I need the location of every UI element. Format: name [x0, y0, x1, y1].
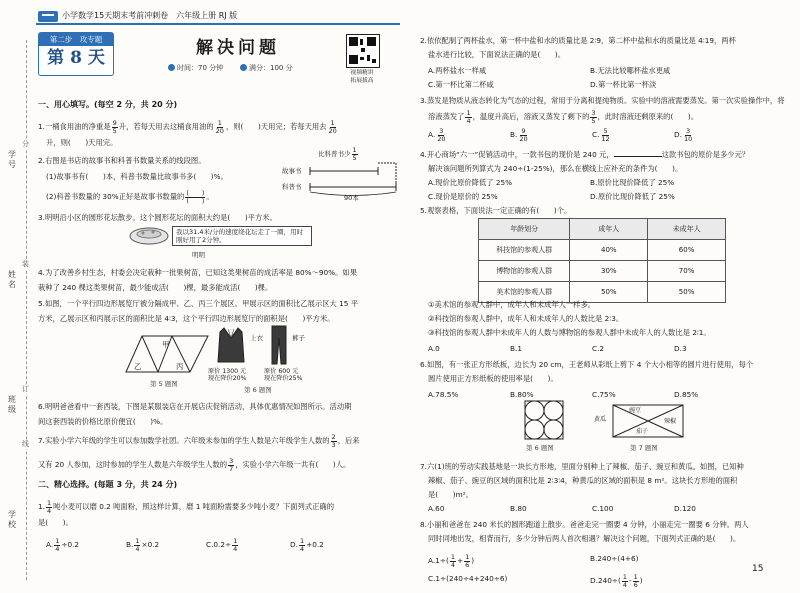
r-question-8: 8.小丽和爸爸在 240 米长的圆形跑道上散步。爸爸走完一圈要 4 分钟，小丽走完一圈要 6 分钟。两人 [420, 520, 749, 529]
binding-margin [0, 0, 36, 593]
numerator: 3 [591, 109, 596, 117]
numerator: 1 [217, 119, 222, 127]
name-label: 姓名 [8, 270, 16, 289]
denominator: 20 [437, 134, 446, 143]
step-label: 第二步 攻专题 [39, 33, 113, 46]
question-6-fill: 6.明明爸爸看中一套西装，下图是某服装店在开展店庆促销活动，具体优惠情况如图所示。活动期 [38, 402, 352, 411]
fraction [331, 434, 337, 448]
cut-mark: 订 [22, 385, 32, 394]
numerator: 3 [229, 457, 234, 465]
q-text: 。 [206, 192, 214, 201]
header-rule [36, 23, 400, 25]
numerator: 9 [521, 127, 526, 135]
pants-illustration [270, 324, 288, 366]
numerator: 1 [299, 537, 305, 545]
denominator: 4 [466, 116, 471, 125]
option-label[interactable]: B. [126, 540, 134, 549]
pants-discount: 现在降价25% [264, 375, 303, 383]
r-q8-option-b[interactable]: B.240÷(4+6) [590, 554, 639, 563]
time-meta [168, 64, 223, 73]
coat-label: 上衣 [250, 334, 263, 342]
day-badge [38, 32, 114, 76]
denominator: 5 [352, 153, 357, 162]
fraction [518, 128, 528, 142]
region-label-eggplant: 茄子 [636, 428, 649, 435]
fraction [215, 120, 225, 134]
choice-option-c[interactable] [206, 538, 239, 552]
option-label[interactable]: D. [290, 540, 298, 549]
r-q7-option-a[interactable]: A.60 [428, 504, 445, 513]
coat-illustration [216, 326, 246, 366]
q-text: 这款书包的原价是多少元？ [661, 150, 750, 159]
page-number: 15 [752, 564, 764, 574]
region-label-cucumber: 黄瓜 [594, 416, 607, 423]
r-question-4 [420, 150, 749, 159]
r-q7-option-b[interactable]: B.80 [510, 504, 527, 513]
numerator: 1 [450, 553, 455, 561]
table-header: 年龄划分 [479, 219, 570, 240]
option-label[interactable]: A.1÷ [428, 556, 446, 565]
figure-6-caption: 第 6 题图 [244, 386, 272, 394]
q-text: 1. [38, 502, 45, 511]
section-fill-in-title: 一、用心填写。(每空 2 分，共 20 分) [38, 100, 178, 109]
r-figure-7-caption: 第 7 题图 [630, 444, 658, 452]
r-q8-option-d[interactable]: D.240÷( $\frac{1}{4}$ - $\frac{1}{6}$ ) [590, 573, 643, 589]
q-text: 又有 20 人参加，这时参加的学生人数是六年级学生人数的 [38, 460, 228, 469]
fraction [590, 110, 596, 124]
fraction [622, 574, 628, 588]
choice-option-a[interactable] [46, 538, 79, 552]
series-logo [38, 11, 58, 22]
denominator: 7 [229, 464, 234, 473]
fraction [465, 110, 471, 124]
r-question-7-end: 是( )m²。 [428, 490, 473, 499]
q-text: ，则( )天用完；若每天用去 [225, 122, 327, 131]
series-title: 小学数学15天期末考前冲刺卷 六年级上册 RJ 版 [62, 11, 238, 20]
r-q3-option-c[interactable] [592, 128, 612, 142]
class-label: 班级 [8, 395, 16, 414]
option-label[interactable]: C.0.2÷ [206, 540, 232, 549]
denominator: 3 [331, 440, 336, 449]
diagram-label-story: 故事书 [282, 167, 302, 175]
r-q6-option-d[interactable]: D.85% [674, 390, 699, 399]
numerator: 1 [633, 573, 638, 581]
table-cell: 50% [570, 282, 648, 303]
numerator: 1 [622, 573, 627, 581]
choice-question-1 [38, 500, 334, 514]
r-q4-option-b[interactable]: B.原价比现价降低了 25% [590, 178, 675, 187]
denominator: 4 [55, 544, 60, 553]
table-cell: 30% [570, 261, 648, 282]
question-2-sub1: (1)故事书有( )本，科普书数量比故事书多( )%。 [46, 172, 228, 181]
numerator: 9 [112, 119, 117, 127]
denominator: 12 [601, 134, 610, 143]
fraction [46, 500, 52, 514]
score-text: 满分：100 分 [249, 64, 293, 72]
numerator: 1 [466, 109, 471, 117]
score-meta [240, 64, 293, 73]
region-label-yi: 乙 [134, 362, 142, 371]
coat-price [208, 368, 247, 383]
fraction [327, 120, 337, 134]
denominator: 20 [519, 134, 528, 143]
table-header-row [479, 219, 726, 240]
q-text: (2)科普书数量的 30%正好是故事书数量的 [46, 192, 185, 201]
cut-mark: 装 [22, 260, 32, 269]
r-q6-option-b[interactable]: B.80% [510, 390, 534, 399]
fraction [299, 538, 305, 552]
region-label-bing: 丙 [176, 362, 184, 371]
coat-original-price: 原价 1300 元 [208, 368, 247, 375]
choice-option-d[interactable] [290, 538, 324, 552]
day-label: 第 8 天 [47, 48, 105, 68]
cut-mark: 分 [22, 140, 32, 149]
r-figure-6-caption: 第 6 题图 [526, 444, 554, 452]
option-text[interactable]: ×0.2 [141, 540, 160, 549]
fraction [683, 128, 693, 142]
speech-bubble: 我以31.4米/分的速度绕花坛走了一圈，用时刚好用了2分钟。 [172, 226, 312, 246]
table-header: 成年人 [570, 219, 648, 240]
fraction [450, 554, 456, 568]
qr-caption-line: 拓展拔高 [350, 77, 374, 84]
r-q7-option-c[interactable]: C.100 [592, 504, 614, 513]
fraction [112, 120, 118, 134]
option-label[interactable]: B. [510, 130, 518, 139]
q2-line-diagram [282, 147, 400, 203]
option-text[interactable]: +0.2 [306, 540, 324, 549]
condition-blank[interactable] [614, 156, 662, 157]
q-text: 升，若每天用去这桶食用油的 [118, 122, 214, 131]
section-choice-title: 二、精心选择。(每题 3 分，共 24 分) [38, 480, 178, 489]
r-q8-option-a[interactable]: A.1÷( $\frac{1}{4}$ + $\frac{1}{6}$ ) [428, 553, 475, 569]
q-text: 吨小麦可以磨 0.2 吨面粉，照这样计算，磨 1 吨面粉需要多少吨小麦？下面列式正确的 [53, 502, 335, 511]
clock-icon [168, 64, 175, 71]
q-text: 4.开心商场“六一”促销活动中，一款书包的现价是 240 元， [420, 150, 614, 159]
denominator: 4 [450, 560, 455, 569]
cut-mark: 线 [22, 440, 32, 449]
diagram-text: 比科普书少 [318, 150, 351, 158]
r-q8-option-c[interactable]: C.1÷(240÷4+240÷6) [428, 574, 508, 583]
q-text: ，实验小学六年级一共有( )人。 [235, 460, 351, 469]
denominator: 4 [135, 544, 140, 553]
choice-option-b[interactable] [126, 538, 159, 552]
question-5-fill-2: 方米，乙展示区和丙展示区的面积比是 4∶3，这个平行四边形展览厅的面积是( )平方米。 [38, 314, 335, 323]
region-label-pea: 豌豆 [629, 407, 642, 414]
question-6-fill-2: 间这套西装的价格比原价便宜( )%。 [38, 417, 168, 426]
region-label-pepper: 辣椒 [664, 418, 677, 425]
question-7-fill-2 [38, 458, 350, 472]
denominator: 20 [328, 126, 337, 135]
pants-label: 裤子 [292, 334, 305, 342]
q-text: ，后来 [337, 436, 360, 445]
r-q5-statement-2: ②科技馆的参观人群中，成年人和未成年人的人数比是 2∶3。 [428, 314, 624, 323]
r-question-4-line2: 解决该问题所列算式为 240÷(1-25%)，那么在横线上应补充的条件为( )。 [428, 164, 683, 173]
table-cell: 40% [570, 240, 648, 261]
fraction [464, 554, 470, 568]
r-question-6: 6.如图，有一张正方形纸板，边长为 20 cm，王老师从彩纸上剪下 4 个大小相等的圆片进行使用，每个 [420, 360, 754, 369]
option-label[interactable]: C. [592, 130, 600, 139]
option-label[interactable]: D.240÷ [590, 576, 618, 585]
pants-original-price: 原价 600 元 [264, 368, 299, 375]
r-question-6-end: 圆片使用正方形纸板的使用率是( )。 [428, 374, 558, 383]
region-label-jia: 甲 [162, 340, 170, 349]
visitor-table [478, 218, 726, 303]
option-label[interactable]: A. [46, 540, 54, 549]
question-5-fill: 5.如图，一个平行四边形展览厅被分隔成甲、乙、丙三个展区。甲展示区的面积比乙展示区大 15 平 [38, 299, 359, 308]
table-cell: 50% [648, 282, 726, 303]
numerator-blank[interactable]: ( ) [186, 189, 205, 197]
cut-line [26, 40, 27, 580]
r-q5-option-b[interactable]: B.1 [510, 344, 522, 353]
option-label[interactable]: A. [428, 130, 436, 139]
question-4-fill: 4.为了改善乡村生态，村委会决定栽种一批果树苗，已知这类果树苗的成活率是 80%～90%。如果 [38, 268, 357, 277]
fraction [436, 128, 446, 142]
r-question-2-end: 盐水进行比较，下面说法正确的是( )。 [428, 50, 566, 59]
r-q4-option-c[interactable]: C.现价是原价的 25% [428, 192, 498, 201]
r-q2-option-b[interactable]: B.无法比较哪杯盐水更咸 [590, 66, 671, 75]
question-2-sub2 [46, 190, 214, 204]
r-question-3: 3.蒸发是物质从液态转化为气态的过程，常用于分离和提纯物质。实验中的溶液需要蒸发。第一次实验操作中，将 [420, 96, 785, 105]
q-text: ，此时溶液还剩原来的( )。 [597, 112, 699, 121]
r-q6-option-c[interactable]: C.75% [592, 390, 616, 399]
table-header: 未成年人 [648, 219, 726, 240]
r-question-7: 7.六(1)班的劳动实践基地是一块长方形地，里面分别种上了辣椒、茄子、豌豆和黄瓜。如图，已知种 [420, 462, 744, 471]
numerator: 5 [603, 127, 608, 135]
diagram-value: 90本 [344, 194, 359, 202]
option-label[interactable]: D. [674, 130, 682, 139]
numerator: 3 [439, 127, 444, 135]
r-question-2: 2.依依配制了两杯盐水，第一杯中盐和水的质量比是 2∶9，第二杯中盐和水的质量比是 4∶19，两杯 [420, 36, 736, 45]
fraction [600, 128, 610, 142]
four-circles-diagram [524, 400, 564, 440]
r-q7-option-d[interactable]: D.120 [674, 504, 696, 513]
question-2-fill: 2.右图是书店的故事书和科普书数量关系的线段图。 [38, 156, 206, 165]
question-1-fill-end: 升，则( )天用完。 [46, 138, 118, 147]
pants-price [264, 368, 303, 383]
fraction [54, 538, 60, 552]
question-3-fill: 3.明明沿小区的圆形花坛散步。这个圆形花坛的面积大约是( )平方米。 [38, 213, 277, 222]
denominator: 4 [233, 544, 238, 553]
table-cell: 科技馆的参观人群 [479, 240, 570, 261]
time-text: 时间：70 分钟 [177, 64, 224, 72]
student-id-label: 学号 [8, 150, 16, 169]
denominator: 5 [591, 116, 596, 125]
person-label: 明明 [192, 251, 205, 259]
r-q2-option-c[interactable]: C.第一杯比第二杯咸 [428, 80, 494, 89]
fraction [228, 458, 234, 472]
denominator: 4 [622, 580, 627, 589]
r-question-8-line2: 同时同地出发，相背而行，多少分钟后两人首次相遇？解决这个问题，下面列式正确的是( )。 [428, 534, 741, 543]
q-text: 7.实验小学六年级的学生可以参加数学社团。六年级未参加的学生人数是六年级学生人数的 [38, 436, 330, 445]
r-q5-option-a[interactable]: A.0 [428, 344, 440, 353]
q-text: 溶液蒸发了 [428, 112, 465, 121]
r-q6-option-a[interactable]: A.78.5% [428, 390, 459, 399]
r-q4-option-a[interactable]: A.现价比原价降低了 25% [428, 178, 513, 187]
numerator: 1 [352, 146, 357, 154]
q-text: 1.一桶食用油的净重是 [38, 122, 111, 131]
fraction [134, 538, 140, 552]
r-question-3-line2 [428, 110, 698, 124]
denominator-blank[interactable]: ( ) [186, 196, 205, 205]
table-row [479, 240, 726, 261]
numerator: 3 [686, 127, 691, 135]
r-q5-statement-1: ①美术馆的参观人群中，成年人和未成年人一样多。 [428, 300, 596, 309]
table-cell: 60% [648, 240, 726, 261]
school-label: 学校 [8, 510, 16, 529]
r-q3-option-d[interactable] [674, 128, 694, 142]
choice-question-1-end: 是( )。 [38, 518, 73, 527]
fraction [633, 574, 639, 588]
numerator: 1 [330, 119, 335, 127]
question-7-fill [38, 434, 360, 448]
table-cell: 70% [648, 261, 726, 282]
qr-code-icon[interactable] [346, 34, 380, 68]
numerator: 1 [233, 537, 238, 545]
page-title: 解决问题 [196, 38, 280, 58]
r-question-7-line2: 辣椒、茄子、豌豆的区域的面积比是 2∶3∶4，种黄瓜的区域的面积是 8 m²。这块长方形地的面积 [428, 476, 738, 485]
coat-discount: 现在降价20% [208, 375, 247, 383]
numerator: 1 [55, 537, 60, 545]
table-cell: 美术馆的参观人群 [479, 282, 570, 303]
denominator: 20 [215, 126, 224, 135]
denominator: 10 [683, 134, 693, 143]
qr-caption-line: 视频精讲 [350, 70, 374, 76]
r-q2-option-a[interactable]: A.两杯盐水一样咸 [428, 66, 487, 75]
flower-bed-illustration [128, 224, 170, 248]
diagram-label-science: 科普书 [282, 183, 302, 191]
r-q5-statement-3: ③科技馆的参观人群中未成年人的人数与博物馆的参观人群中未成年人的人数比是 2∶1。 [428, 328, 711, 337]
denominator: 6 [465, 560, 470, 569]
numerator: 1 [46, 499, 52, 507]
denominator: 6 [633, 580, 638, 589]
denominator: 5 [112, 126, 117, 135]
table-cell: 博物馆的参观人群 [479, 261, 570, 282]
r-q5-option-c[interactable]: C.2 [592, 344, 605, 353]
table-row [479, 261, 726, 282]
r-q2-option-d[interactable]: D.第一杯比第一杯淡 [590, 80, 657, 89]
denominator: 4 [299, 544, 305, 553]
question-1-fill [38, 120, 339, 134]
r-question-5: 5.观察表格，下面说法一定正确的有( )个。 [420, 206, 572, 215]
option-text[interactable]: ÷0.2 [61, 540, 80, 549]
figure-5-caption: 第 5 题图 [150, 380, 178, 388]
fraction [232, 538, 238, 552]
question-4-fill-2: 栽种了 240 棵这类果树苗，最少能成活( )棵，最多能成活( )棵。 [38, 283, 273, 292]
qr-caption [340, 70, 384, 85]
q-text: ，温度升高后，溶液又蒸发了剩下的 [472, 112, 590, 121]
r-q4-option-d[interactable]: D.原价比现价降低了 25% [590, 192, 675, 201]
r-q5-option-d[interactable]: D.3 [674, 344, 687, 353]
numerator: 1 [135, 537, 140, 545]
score-icon [240, 64, 247, 71]
fraction-blank[interactable] [185, 190, 205, 204]
r-q3-option-b[interactable] [510, 128, 530, 142]
numerator: 1 [465, 553, 470, 561]
numerator: 2 [331, 433, 336, 441]
denominator: 4 [46, 506, 52, 515]
segment-diagram [308, 159, 400, 199]
r-q3-option-a[interactable] [428, 128, 447, 142]
